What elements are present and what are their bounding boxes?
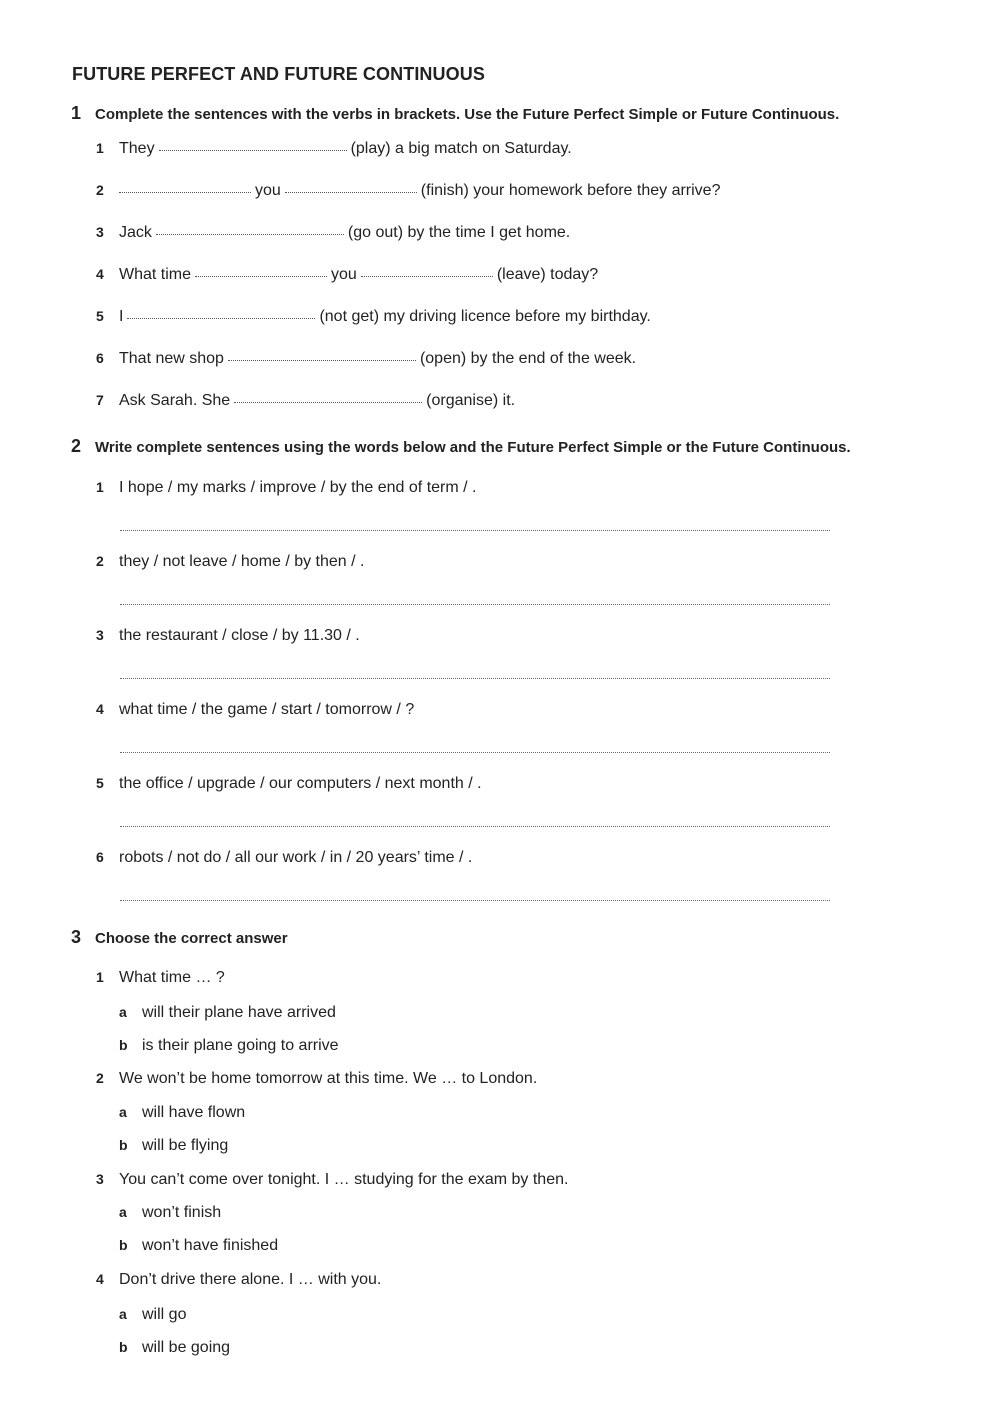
item-number: 4 <box>96 701 104 717</box>
item-number: 7 <box>96 392 104 408</box>
blank-field[interactable] <box>127 318 315 319</box>
blank-field[interactable] <box>285 192 417 193</box>
section-number: 2 <box>71 436 82 456</box>
item-number: 3 <box>96 627 104 643</box>
item-number: 2 <box>96 182 104 198</box>
ex2-item-5 <box>96 775 482 793</box>
option-a[interactable] <box>119 1004 336 1022</box>
item-text: (organise) it. <box>426 392 516 409</box>
item-text: (leave) today? <box>496 266 599 283</box>
section-instruction: Write complete sentences using the words below and the Future Perfect Simple or the Future Continuous. <box>95 439 851 456</box>
item-text: What time <box>119 266 192 283</box>
section-number: 3 <box>71 927 82 947</box>
option-text: will their plane have arrived <box>142 1004 336 1021</box>
option-text: won’t have finished <box>142 1237 279 1254</box>
option-letter: b <box>119 1037 128 1053</box>
item-text: (go out) by the time I get home. <box>347 224 571 241</box>
option-a[interactable] <box>119 1104 245 1122</box>
ex3-question-3 <box>96 1171 568 1189</box>
option-text: will be flying <box>142 1137 229 1154</box>
option-b[interactable] <box>119 1237 278 1255</box>
blank-field[interactable] <box>234 402 422 403</box>
option-text: will go <box>142 1306 187 1323</box>
blank-field[interactable] <box>156 234 344 235</box>
section-number: 1 <box>71 103 82 123</box>
option-text: will be going <box>142 1339 231 1356</box>
item-number: 4 <box>96 266 104 282</box>
section-instruction: Complete the sentences with the verbs in brackets. Use the Future Perfect Simple or Future Continuous. <box>95 106 840 123</box>
blank-field[interactable] <box>195 276 327 277</box>
blank-field[interactable] <box>361 276 493 277</box>
question-text: What time … ? <box>119 969 225 986</box>
item-text: That new shop <box>119 350 224 367</box>
ex3-question-4 <box>96 1271 381 1289</box>
item-number: 1 <box>96 969 104 985</box>
answer-line[interactable] <box>120 752 830 753</box>
item-text: robots / not do / all our work / in / 20 years’ time / . <box>119 849 473 866</box>
item-text: they / not leave / home / by then / . <box>119 553 365 570</box>
option-letter: a <box>119 1004 127 1020</box>
ex2-item-2 <box>96 553 364 571</box>
item-text: the restaurant / close / by 11.30 / . <box>119 627 360 644</box>
ex1-item-1 <box>96 140 572 158</box>
item-text: I hope / my marks / improve / by the end of term / . <box>119 479 477 496</box>
item-number: 2 <box>96 553 104 569</box>
page-title: FUTURE PERFECT AND FUTURE CONTINUOUS <box>72 64 485 84</box>
item-text: you <box>331 266 357 283</box>
option-b[interactable] <box>119 1137 228 1155</box>
item-text: what time / the game / start / tomorrow / ? <box>119 701 415 718</box>
item-number: 3 <box>96 224 104 240</box>
item-text: (open) by the end of the week. <box>419 350 637 367</box>
section-instruction: Choose the correct answer <box>95 930 288 947</box>
question-text: Don’t drive there alone. I … with you. <box>119 1271 382 1288</box>
item-number: 5 <box>96 775 104 791</box>
ex1-item-6 <box>96 350 636 368</box>
item-number: 6 <box>96 849 104 865</box>
option-text: is their plane going to arrive <box>142 1037 339 1054</box>
option-b[interactable] <box>119 1037 339 1055</box>
item-text: the office / upgrade / our computers / next month / . <box>119 775 482 792</box>
section-1-heading <box>71 103 839 124</box>
item-text: (not get) my driving licence before my birthday. <box>319 308 651 325</box>
answer-line[interactable] <box>120 530 830 531</box>
option-text: won’t finish <box>142 1204 222 1221</box>
ex1-item-4 <box>96 266 598 284</box>
item-text: Ask Sarah. She <box>119 392 231 409</box>
option-letter: b <box>119 1237 128 1253</box>
ex1-item-2 <box>96 182 720 200</box>
item-number: 4 <box>96 1271 104 1287</box>
item-text: (finish) your homework before they arrive? <box>420 182 721 199</box>
ex1-item-7 <box>96 392 515 410</box>
item-number: 2 <box>96 1070 104 1086</box>
item-number: 1 <box>96 479 104 495</box>
blank-field[interactable] <box>159 150 347 151</box>
item-number: 6 <box>96 350 104 366</box>
blank-field[interactable] <box>228 360 416 361</box>
ex3-question-2 <box>96 1070 537 1088</box>
item-text: I <box>119 308 124 325</box>
question-text: You can’t come over tonight. I … studying for the exam by then. <box>119 1171 569 1188</box>
answer-line[interactable] <box>120 900 830 901</box>
ex2-item-6 <box>96 849 472 867</box>
ex2-item-4 <box>96 701 414 719</box>
answer-line[interactable] <box>120 604 830 605</box>
option-a[interactable] <box>119 1306 186 1324</box>
ex2-item-1 <box>96 479 476 497</box>
option-b[interactable] <box>119 1339 230 1357</box>
item-text: Jack <box>119 224 152 241</box>
ex3-question-1 <box>96 969 225 987</box>
answer-line[interactable] <box>120 826 830 827</box>
section-2-heading <box>71 436 851 457</box>
section-3-heading <box>71 927 288 948</box>
item-text: (play) a big match on Saturday. <box>350 140 572 157</box>
ex1-item-5 <box>96 308 651 326</box>
item-number: 3 <box>96 1171 104 1187</box>
item-text: They <box>119 140 155 157</box>
option-text: will have flown <box>142 1104 246 1121</box>
item-text: you <box>255 182 281 199</box>
question-text: We won’t be home tomorrow at this time. We … to London. <box>119 1070 538 1087</box>
item-number: 5 <box>96 308 104 324</box>
option-a[interactable] <box>119 1204 221 1222</box>
blank-field[interactable] <box>119 192 251 193</box>
ex1-item-3 <box>96 224 570 242</box>
ex2-item-3 <box>96 627 360 645</box>
answer-line[interactable] <box>120 678 830 679</box>
option-letter: b <box>119 1137 128 1153</box>
option-letter: b <box>119 1339 128 1355</box>
option-letter: a <box>119 1306 127 1322</box>
item-number: 1 <box>96 140 104 156</box>
option-letter: a <box>119 1104 127 1120</box>
option-letter: a <box>119 1204 127 1220</box>
